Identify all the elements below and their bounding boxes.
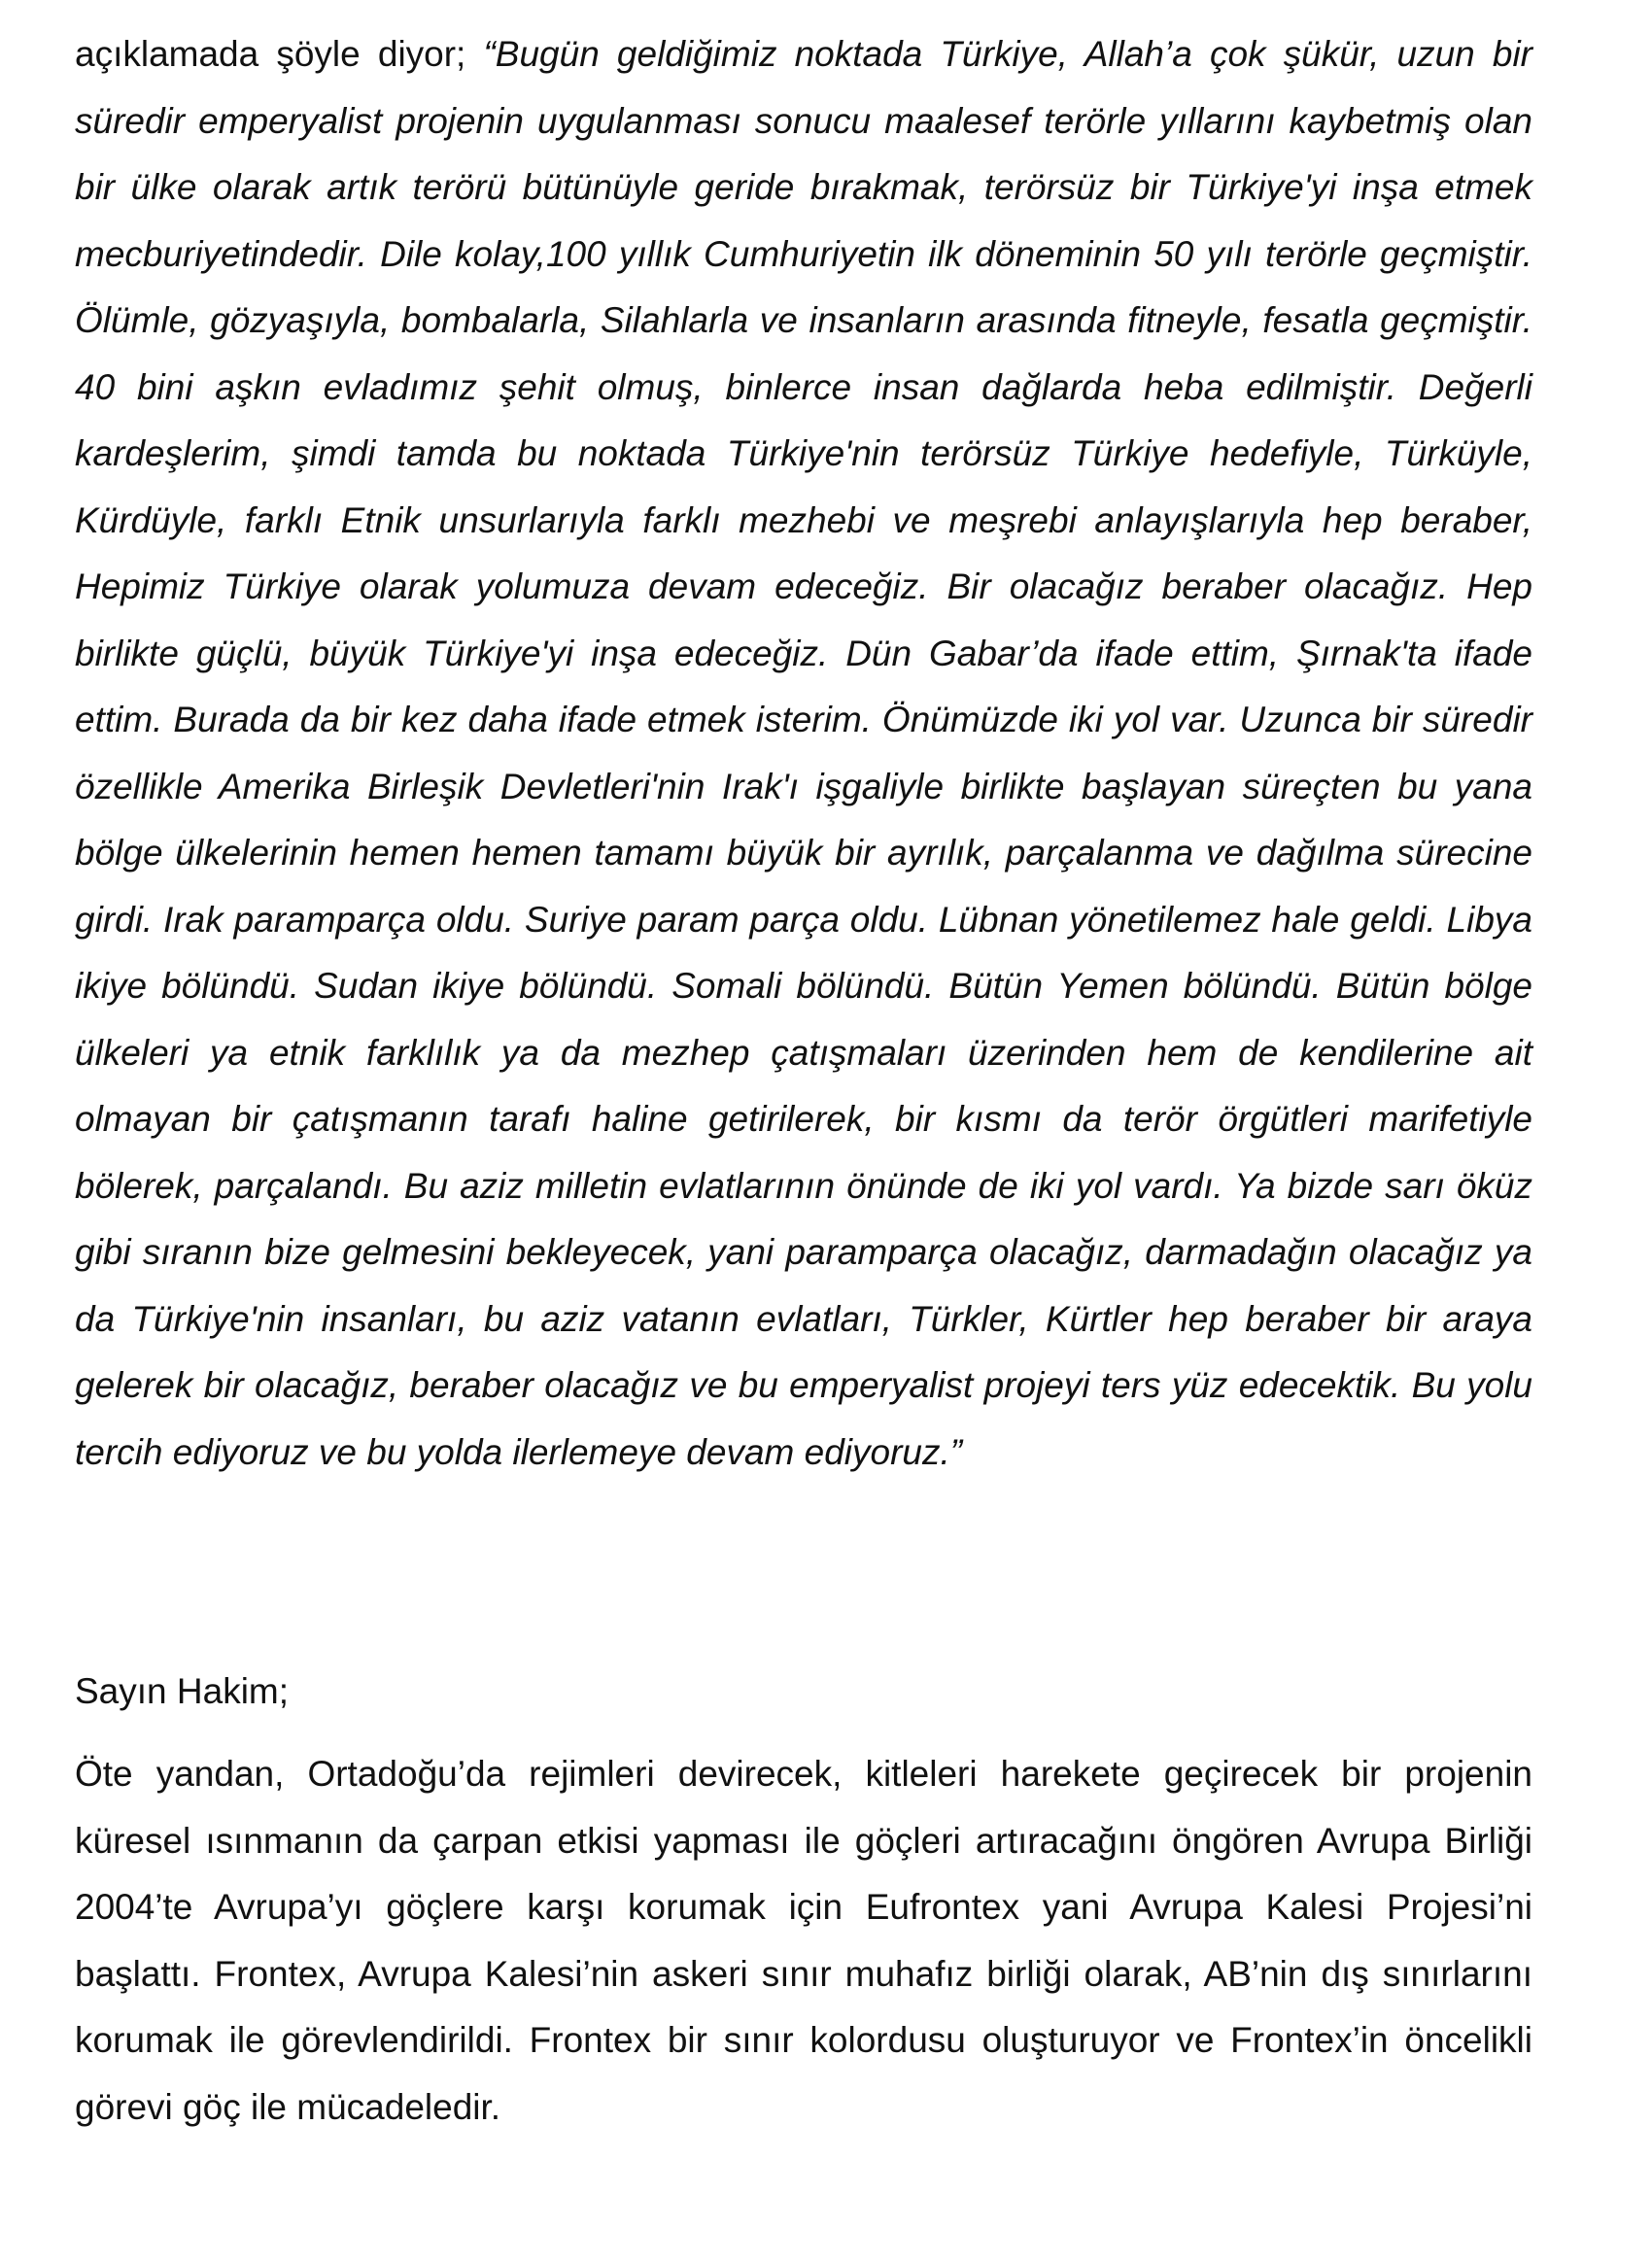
quoted-statement-paragraph	[75, 21, 1532, 1486]
paragraph-intro-text: açıklamada şöyle diyor;	[75, 34, 484, 74]
document-page	[75, 21, 1532, 2127]
body-paragraph-frontex: Öte yandan, Ortadoğu’da rejimleri devirecek, kitleleri harekete geçirecek bir projenin küresel ısınmanın da çarpan etkisi yapması ile göçleri artıracağını öngören Avrupa Birliği 2004’te Avrupa’yı göçlere karşı korumak için Eufrontex yani Avrupa Kalesi Projesi’ni başlattı. Frontex, Avrupa Kalesi’nin askeri sınır muhafız birliği olarak, AB’nin dış sınırlarını korumak ile görevlendirildi. Frontex bir sınır kolordusu oluşturuyor ve Frontex’in öncelikli görevi göç ile mücadeledir.	[75, 1754, 1532, 2127]
quoted-statement-text: “Bugün geldiğimiz noktada Türkiye, Allah’a çok şükür, uzun bir süredir emperyalist projenin uygulanması sonucu maalesef terörle yıllarını kaybetmiş olan bir ülke olarak artık terörü bütünüyle geride bırakmak, terörsüz bir Türkiye'yi inşa etmek mecburiyetindedir. Dile kolay,100 yıllık Cumhuriyetin ilk döneminin 50 yılı terörle geçmiştir. Ölümle, gözyaşıyla, bombalarla, Silahlarla ve insanların arasında fitneyle, fesatla geçmiştir. 40 bini aşkın evladımız şehit olmuş, binlerce insan dağlarda heba edilmiştir. Değerli kardeşlerim, şimdi tamda bu noktada Türkiye'nin terörsüz Türkiye hedefiyle, Türküyle, Kürdüyle, farklı Etnik unsurlarıyla farklı mezhebi ve meşrebi anlayışlarıyla hep beraber, Hepimiz Türkiye olarak yolumuza devam edeceğiz. Bir olacağız beraber olacağız. Hep birlikte güçlü, büyük Türkiye'yi inşa edeceğiz. Dün Gabar’da ifade ettim, Şırnak'ta ifade ettim. Burada da bir kez daha ifade etmek isterim. Önümüzde iki yol var. Uzunca bir süredir özellikle Amerika Birleşik Devletleri'nin Irak'ı işgaliyle birlikte başlayan süreçten bu yana bölge ülkelerinin hemen hemen tamamı büyük bir ayrılık, parçalanma ve dağılma sürecine girdi. Irak paramparça oldu. Suriye param parça oldu. Lübnan yönetilemez hale geldi. Libya ikiye bölündü. Sudan ikiye bölündü. Somali bölündü. Bütün Yemen bölündü. Bütün bölge ülkeleri ya etnik farklılık ya da mezhep çatışmaları üzerinden hem de kendilerine ait olmayan bir çatışmanın tarafı haline getirilerek, bir kısmı da terör örgütleri marifetiyle bölerek, parçalandı. Bu aziz milletin evlatlarının önünde de iki yol vardı. Ya bizde sarı öküz gibi sıranın bize gelmesini bekleyecek, yani paramparça olacağız, darmadağın olacağız ya da Türkiye'nin insanları, bu aziz vatanın evlatları, Türkler, Kürtler hep beraber bir araya gelerek bir olacağız, beraber olacağız ve bu emperyalist projeyi ters yüz edecektik. Bu yolu tercih ediyoruz ve bu yolda ilerlemeye devam ediyoruz.”	[75, 34, 1532, 1472]
salutation: Sayın Hakim;	[75, 1671, 290, 1711]
